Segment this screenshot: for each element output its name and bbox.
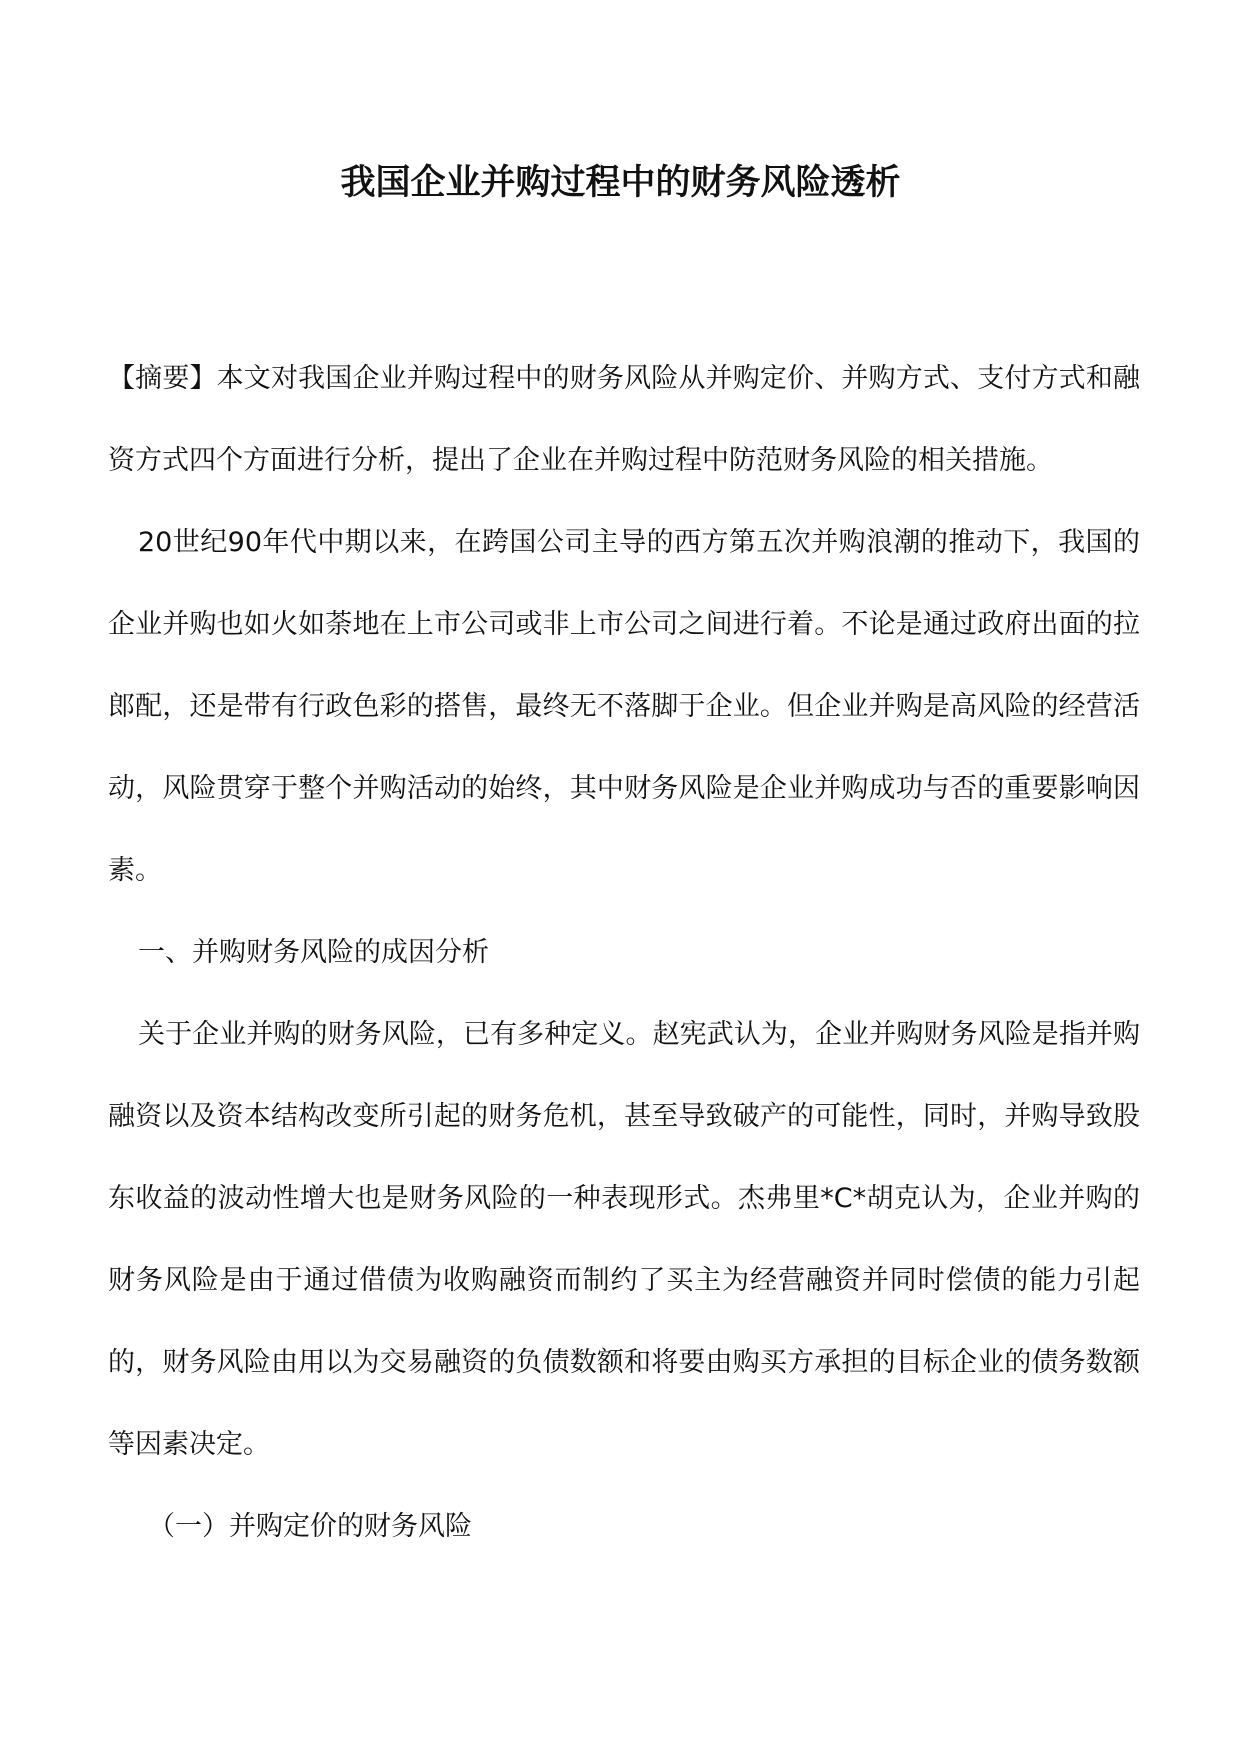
document-title: 我国企业并购过程中的财务风险透析 [340, 163, 901, 203]
document-body [108, 338, 1140, 1568]
section-heading: 一、并购财务风险的成因分析 [138, 937, 489, 968]
abstract-paragraph: 【摘要】本文对我国企业并购过程中的财务风险从并购定价、并购方式、支付方式和融资方式四个方面进行分析，提出了企业在并购过程中防范财务风险的相关措施。 [108, 363, 1140, 476]
intro-paragraph: 20世纪90年代中期以来，在跨国公司主导的西方第五次并购浪潮的推动下，我国的企业并购也如火如荼地在上市公司或非上市公司之间进行着。不论是通过政府出面的拉郎配，还是带有行政色彩的搭售，最终无不落脚于企业。但企业并购是高风险的经营活动，风险贯穿于整个并购活动的始终，其中财务风险是企业并购成功与否的重要影响因素。 [108, 527, 1140, 886]
definition-paragraph: 关于企业并购的财务风险，已有多种定义。赵宪武认为，企业并购财务风险是指并购融资以及资本结构改变所引起的财务危机，甚至导致破产的可能性，同时，并购导致股东收益的波动性增大也是财务风险的一种表现形式。杰弗里*C*胡克认为，企业并购的财务风险是由于通过借债为收购融资而制约了买主为经营融资并同时偿债的能力引起的，财务风险由用以为交易融资的负债数额和将要由购买方承担的目标企业的债务数额等因素决定。 [108, 1019, 1140, 1460]
subsection-heading: （一）并购定价的财务风险 [148, 1511, 472, 1542]
